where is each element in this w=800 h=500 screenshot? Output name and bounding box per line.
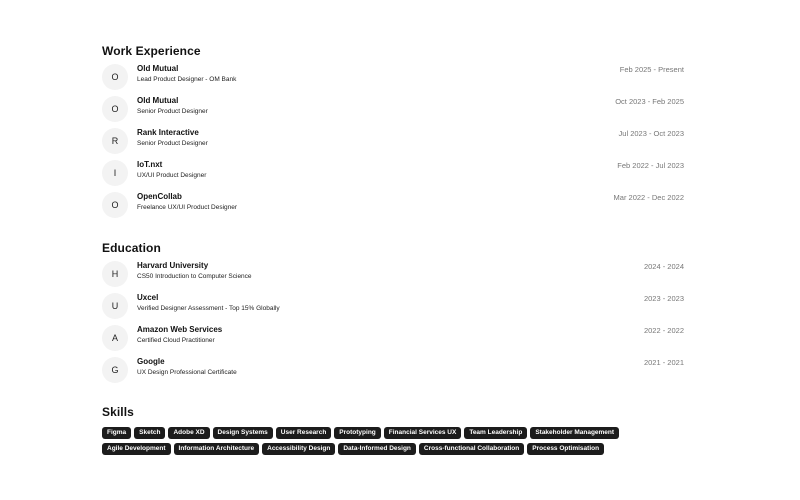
qualification: CS50 Introduction to Computer Science [137, 273, 252, 280]
company-avatar: R [102, 128, 128, 154]
work-item [102, 128, 684, 158]
institution-name: Harvard University [137, 261, 209, 270]
date-range: Oct 2023 - Feb 2025 [615, 97, 684, 106]
institution-avatar: H [102, 261, 128, 287]
skill-tag: Design Systems [213, 427, 273, 439]
job-title: Senior Product Designer [137, 108, 208, 115]
date-range: Feb 2022 - Jul 2023 [617, 161, 684, 170]
date-range: 2024 - 2024 [643, 262, 684, 271]
job-title: Freelance UX/UI Product Designer [137, 204, 238, 211]
skill-tag: Data-Informed Design [338, 443, 416, 455]
institution-avatar: U [102, 293, 128, 319]
company-name: Old Mutual [137, 64, 179, 73]
company-name: Rank Interactive [137, 128, 199, 137]
institution-name: Uxcel [137, 293, 159, 302]
company-avatar: O [102, 192, 128, 218]
work-item [102, 96, 684, 126]
date-range: Feb 2025 - Present [619, 65, 684, 74]
education-heading: Education [102, 241, 161, 255]
skill-tag: Process Optimisation [527, 443, 604, 455]
work-item [102, 64, 684, 94]
work-experience-heading: Work Experience [102, 44, 201, 58]
company-avatar: O [102, 64, 128, 90]
skill-tag: Agile Development [102, 443, 171, 455]
skill-tag: Prototyping [334, 427, 380, 439]
qualification: Verified Designer Assessment - Top 15% Globally [137, 305, 280, 312]
skill-tag: Information Architecture [174, 443, 260, 455]
company-avatar: O [102, 96, 128, 122]
date-range: Jul 2023 - Oct 2023 [618, 129, 684, 138]
qualification: Certified Cloud Practitioner [137, 337, 215, 344]
skill-tag: Sketch [134, 427, 165, 439]
job-title: Senior Product Designer [137, 140, 208, 147]
skill-tag: Stakeholder Management [530, 427, 619, 439]
institution-avatar: A [102, 325, 128, 351]
job-title: Lead Product Designer - OM Bank [137, 76, 237, 83]
skills-list [102, 427, 662, 455]
education-item [102, 325, 684, 355]
education-item [102, 357, 684, 387]
qualification: UX Design Professional Certificate [137, 369, 237, 376]
education-item [102, 293, 684, 323]
institution-name: Google [137, 357, 165, 366]
date-range: 2023 - 2023 [643, 294, 684, 303]
skill-tag: Adobe XD [168, 427, 209, 439]
company-name: IoT.nxt [137, 160, 163, 169]
skill-tag: Team Leadership [464, 427, 527, 439]
company-avatar: I [102, 160, 128, 186]
skill-tag: Financial Services UX [384, 427, 462, 439]
company-name: Old Mutual [137, 96, 179, 105]
skill-tag: Figma [102, 427, 131, 439]
date-range: 2021 - 2021 [643, 358, 684, 367]
company-name: OpenCollab [137, 192, 182, 201]
work-item [102, 160, 684, 190]
institution-name: Amazon Web Services [137, 325, 223, 334]
date-range: Mar 2022 - Dec 2022 [613, 193, 684, 202]
institution-avatar: G [102, 357, 128, 383]
job-title: UX/UI Product Designer [137, 172, 207, 179]
work-item [102, 192, 684, 222]
skill-tag: Cross-functional Collaboration [419, 443, 524, 455]
education-item [102, 261, 684, 291]
skill-tag: Accessibility Design [262, 443, 335, 455]
skill-tag: User Research [276, 427, 332, 439]
date-range: 2022 - 2022 [643, 326, 684, 335]
skills-heading: Skills [102, 405, 134, 419]
